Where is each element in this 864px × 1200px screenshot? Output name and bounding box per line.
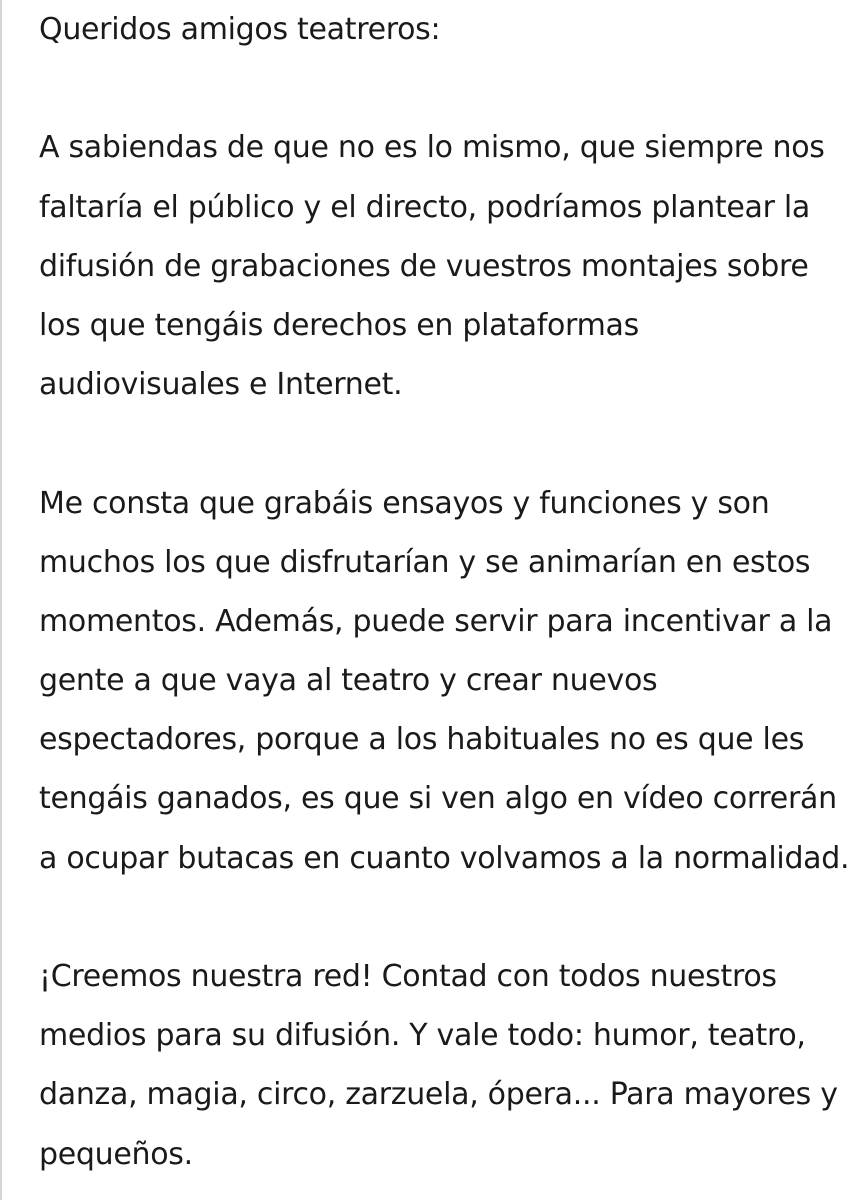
paragraph-line: muchos los que disfrutarían y se animarían en estos [39, 544, 811, 580]
paragraph-line: A sabiendas de que no es lo mismo, que siempre nos [39, 130, 825, 166]
paragraph-line: los que tengáis derechos en plataformas [39, 307, 639, 343]
letter-body [39, 0, 849, 1184]
paragraph-line: audiovisuales e Internet. [39, 367, 403, 403]
paragraph-gap [39, 59, 849, 118]
paragraph-line: medios para su difusión. Y vale todo: humor, teatro, [39, 1018, 806, 1054]
paragraph-line: Me consta que grabáis ensayos y funciones y son [39, 485, 770, 521]
paragraph-line: a ocupar butacas en cuanto volvamos a la normalidad. [39, 840, 850, 876]
paragraph-line: faltaría el público y el directo, podríamos plantear la [39, 189, 811, 225]
paragraph-network [39, 947, 849, 1184]
paragraph-line: gente a que vaya al teatro y crear nuevos [39, 663, 658, 699]
paragraph-line: ¡Creemos nuestra red! Contad con todos nuestros [39, 959, 777, 994]
paragraph-rights-broadcast [39, 118, 849, 414]
paragraph-line: danza, magia, circo, zarzuela, ópera... Para mayores y [39, 1077, 838, 1113]
paragraph-recordings [39, 474, 849, 888]
paragraph-line: pequeños. [39, 1136, 193, 1172]
greeting-line: Queridos amigos teatreros: [39, 12, 441, 47]
paragraph-line: difusión de grabaciones de vuestros montajes sobre [39, 248, 809, 284]
paragraph-line: espectadores, porque a los habituales no es que les [39, 722, 805, 758]
paragraph-line: momentos. Además, puede servir para incentivar a la [39, 603, 833, 639]
left-border [0, 0, 2, 1200]
paragraph-line: tengáis ganados, es que si ven algo en vídeo correrán [39, 781, 837, 817]
paragraph-gap [39, 888, 849, 947]
paragraph-gap [39, 414, 849, 473]
